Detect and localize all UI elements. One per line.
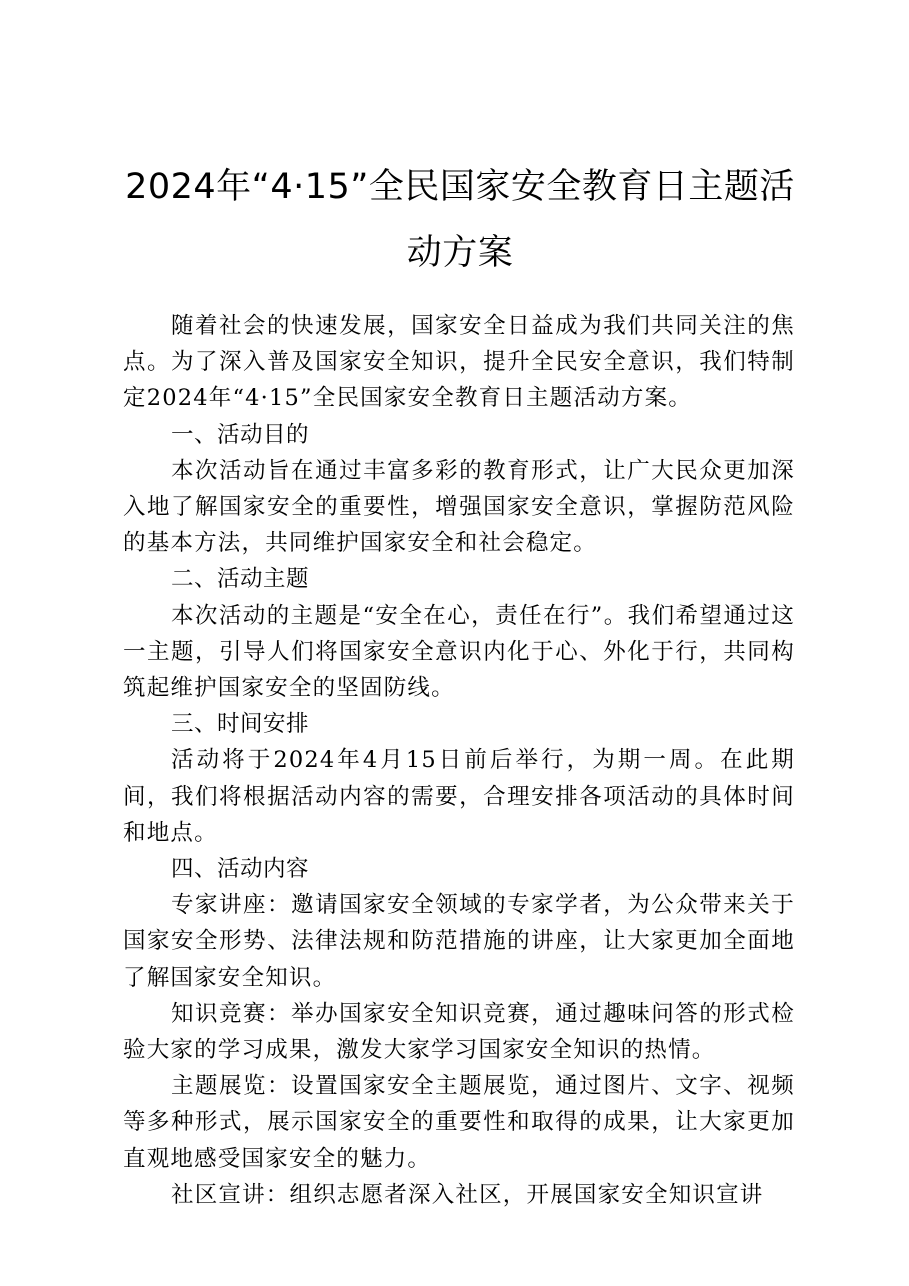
section-heading: 二、活动主题 [171, 566, 310, 593]
section-heading: 三、时间安排 [171, 711, 310, 738]
section-purpose [123, 417, 795, 562]
document-body [123, 308, 795, 1213]
section-theme [123, 561, 795, 706]
section-content [123, 851, 795, 1213]
section-paragraph: 本次活动旨在通过丰富多彩的教育形式，让广大民众更加深入地了解国家安全的重要性，增强国家安全意识，掌握防范风险的基本方法，共同维护国家安全和社会稳定。 [123, 457, 795, 557]
section-schedule [123, 706, 795, 851]
section-paragraph: 活动将于2024年4月15日前后举行，为期一周。在此期间，我们将根据活动内容的需要，合理安排各项活动的具体时间和地点。 [123, 747, 795, 846]
section-heading: 一、活动目的 [171, 421, 310, 448]
document-title: 2024年“4·15”全民国家安全教育日主题活动方案 [125, 167, 795, 273]
section-paragraph: 专家讲座：邀请国家安全领域的专家学者，为公众带来关于国家安全形势、法律法规和防范措施的讲座，让大家更加全面地了解国家安全知识。 [123, 892, 795, 991]
section-paragraph: 本次活动的主题是“安全在心，责任在行”。我们希望通过这一主题，引导人们将国家安全意识内化于心、外化于行，共同构筑起维护国家安全的坚固防线。 [123, 602, 795, 702]
section-paragraph: 社区宣讲：组织志愿者深入社区，开展国家安全知识宣讲 [171, 1181, 764, 1208]
section-heading: 四、活动内容 [171, 856, 310, 883]
section-paragraph: 知识竞赛：举办国家安全知识竞赛，通过趣味问答的形式检验大家的学习成果，激发大家学习国家安全知识的热情。 [123, 1000, 795, 1064]
intro-paragraph: 随着社会的快速发展，国家安全日益成为我们共同关注的焦点。为了深入普及国家安全知识，提升全民安全意识，我们特制定2024年“4·15”全民国家安全教育日主题活动方案。 [123, 313, 795, 412]
section-paragraph: 主题展览：设置国家安全主题展览，通过图片、文字、视频等多种形式，展示国家安全的重要性和取得的成果，让大家更加直观地感受国家安全的魅力。 [123, 1073, 795, 1172]
